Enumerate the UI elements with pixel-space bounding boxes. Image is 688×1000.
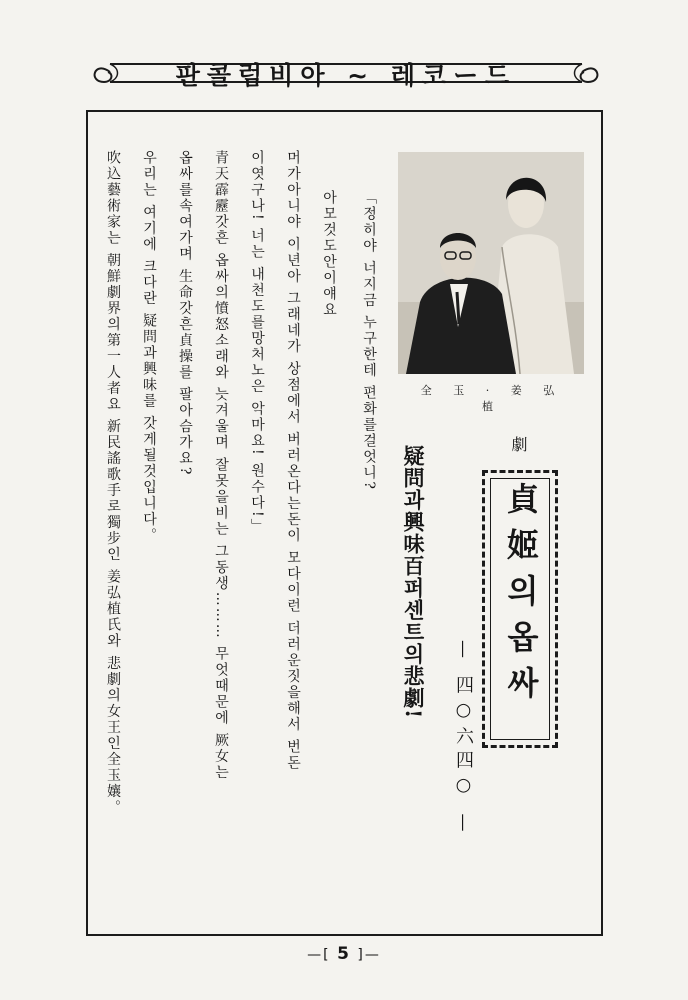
body-line-7: 우리는 여기에 크다란 疑問과興味를 갓게될것입니다。: [141, 150, 157, 544]
portrait-photo: [398, 152, 584, 374]
page-number-left-bracket: —[: [307, 947, 338, 963]
page-number-right-bracket: ]—: [350, 947, 381, 963]
genre-label: 劇: [509, 436, 528, 452]
page-number: [0, 944, 688, 964]
header-banner: [86, 52, 606, 92]
drama-subtitle: 疑問과興味百퍼센트의悲劇!: [401, 445, 426, 720]
catalog-number: — 四○六四○ —: [453, 640, 474, 838]
body-line-2: 아모것도안이얘요: [321, 190, 337, 318]
body-line-3: 머가아니야 이년아 그래네가 상점에서 버러온다는돈이 모다이런 더러운짓을해서 번돈: [285, 150, 301, 772]
body-line-1: 「정히야 너지금 누구한테 편화를걸엇니?: [361, 190, 377, 491]
header-title: 판콜럼비아 ~ 레코ー드: [175, 61, 517, 90]
body-line-8: 吹込藝術家는 朝鮮劇界의第一人者요 新民謠歌手로獨步인 姜弘植氏와 悲劇의女王인全玉孃。: [105, 150, 121, 816]
page-number-value: 5: [337, 944, 351, 964]
drama-title: 貞姬의옵싸: [502, 482, 540, 712]
body-line-6: 옵싸를속여가며 生命갓흔貞操를 팔아슴가요?: [177, 150, 193, 477]
photo-caption: 全 玉 · 姜 弘 植: [420, 384, 564, 413]
body-line-5: 青天霹靂갓흔 옵싸의憤怒소래와 늣겨울며 잘못을비는 그동생……… 무엇때문에 厥女는: [213, 150, 229, 781]
body-line-4: 이엿구나! 너는 내천도를망처노은 악마요! 원수다!」: [249, 150, 265, 535]
